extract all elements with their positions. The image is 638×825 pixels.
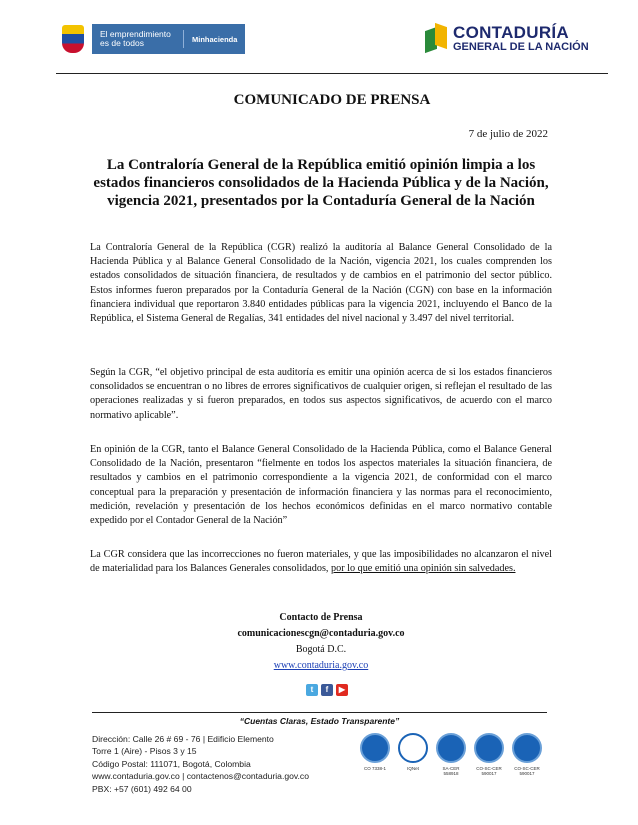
youtube-icon[interactable]: ▶ bbox=[336, 684, 348, 696]
footer-address bbox=[92, 733, 352, 795]
social-icons bbox=[306, 684, 348, 696]
certification-badge bbox=[360, 733, 390, 771]
iqnet-seal-icon bbox=[398, 733, 428, 763]
footer-postal-line: Código Postal: 111071, Bogotá, Colombia bbox=[92, 758, 251, 769]
paragraph-4 bbox=[90, 548, 552, 576]
footer-divider bbox=[92, 712, 547, 713]
paragraph-4-text: La CGR considera que las incorrecciones no fueron materiales, y que las imposibilidades no alcanzaron el nivel de materialidad para los Balances Generales consolidados, bbox=[90, 549, 552, 575]
icontec-seal-icon bbox=[512, 733, 542, 763]
cert-label: SA-CER 558918 bbox=[442, 766, 460, 776]
footer-address-line: Dirección: Calle 26 # 69 - 76 | Edificio Elemento bbox=[92, 734, 274, 744]
cgn-logo bbox=[425, 20, 600, 60]
certification-badge bbox=[436, 733, 466, 776]
document-title: COMUNICADO DE PRENSA bbox=[233, 92, 431, 108]
cgn-emblem-icon bbox=[425, 25, 449, 55]
icontec-seal-icon bbox=[360, 733, 390, 763]
cert-label: CO-SC-CER 590017 bbox=[476, 766, 502, 776]
ministry-name: Minhacienda bbox=[192, 34, 238, 44]
footer-phone-line: PBX: +57 (601) 492 64 00 bbox=[92, 783, 192, 794]
government-logo bbox=[62, 22, 252, 56]
icontec-seal-icon bbox=[474, 733, 504, 763]
certification-badge bbox=[512, 733, 542, 776]
website-link[interactable]: www.contaduria.gov.co bbox=[273, 660, 369, 671]
icontec-seal-icon bbox=[436, 733, 466, 763]
contact-email[interactable]: comunicacionescgn@contaduria.gov.co bbox=[237, 628, 405, 639]
release-date: 7 de julio de 2022 bbox=[468, 128, 548, 140]
paragraph-2: Según la CGR, “el objetivo principal de esta auditoría es emitir una opinión acerca de si los estados financieros consolidados se encuentran o no libres de errores significativos de cualquier origen, si reflejan el resultado de las operaciones realizadas y si fueron preparados, en todos sus aspectos significativos, de acuerdo con el marco normativo aplicable”. bbox=[90, 367, 552, 421]
paragraph-4-conclusion: por lo que emitió una opinión sin salvedades. bbox=[331, 563, 516, 575]
press-contact bbox=[90, 610, 552, 674]
slogan: “Cuentas Claras, Estado Transparente” bbox=[239, 716, 400, 726]
paragraph-1: La Contraloría General de la República (CGR) realizó la auditoría al Balance General Consolidado de la Hacienda Pública y al Balance General Consolidado de la Nación, vigencia 2021, los cuales comprenden los estados consolidados de situación financiera, de resultados y de cambios en el patrimonio del sector público. Estos informes fueron preparados por la Contaduría General de la Nación (CGN) con base en la información financiera individual que reportaron 3.840 entidades públicas para la vigencia 2021, incluyendo el Banco de la República, el Sistema General de Regalías, 341 entidades del nivel nacional y 3.497 del nivel territorial. bbox=[90, 242, 552, 325]
footer-tower-line: Torre 1 (Aire) - Pisos 3 y 15 bbox=[92, 746, 197, 757]
header-divider bbox=[56, 73, 608, 74]
gov-banner bbox=[92, 24, 245, 54]
certification-badges bbox=[360, 733, 542, 776]
certification-badge bbox=[398, 733, 428, 771]
twitter-icon[interactable]: t bbox=[306, 684, 318, 696]
footer-web-line[interactable]: www.contaduria.gov.co | contactenos@contaduria.gov.co bbox=[92, 771, 310, 782]
cgn-logo-line1: CONTADURÍA bbox=[453, 23, 570, 42]
coat-of-arms-icon bbox=[62, 25, 84, 53]
contact-city: Bogotá D.C. bbox=[295, 644, 347, 655]
facebook-icon[interactable]: f bbox=[321, 684, 333, 696]
contact-heading: Contacto de Prensa bbox=[279, 612, 363, 623]
certification-badge bbox=[474, 733, 504, 776]
cert-label: IQNet bbox=[407, 766, 419, 771]
press-headline: La Contraloría General de la República emitió opinión limpia a los estados financieros consolidados de la Hacienda Pública y de la Nación, vigencia 2021, presentados por la Contaduría General de la Nación bbox=[93, 157, 549, 209]
paragraph-3: En opinión de la CGR, tanto el Balance General Consolidado de la Hacienda Pública, como el Balance General Consolidado de la Nación, presentaron “fielmente en todos los aspectos materiales la situación financiera, de resultados y cambios en el patrimonio correspondiente a la vigencia 2021, de conformidad con el marco conceptual para la preparación y presentación de información financiera y las normas para el reconocimiento, medición, revelación y presentación de los hechos económicos definidas en el marco normativo contable expedido por el Contador General de la Nación” bbox=[90, 444, 552, 527]
cert-label: CO-SC-CER 590017 bbox=[514, 766, 540, 776]
gov-slogan: El emprendimiento es de todos bbox=[92, 30, 184, 48]
cgn-logo-line2: GENERAL DE LA NACIÓN bbox=[453, 41, 589, 53]
cert-label: CO 7338-1 bbox=[363, 766, 386, 771]
